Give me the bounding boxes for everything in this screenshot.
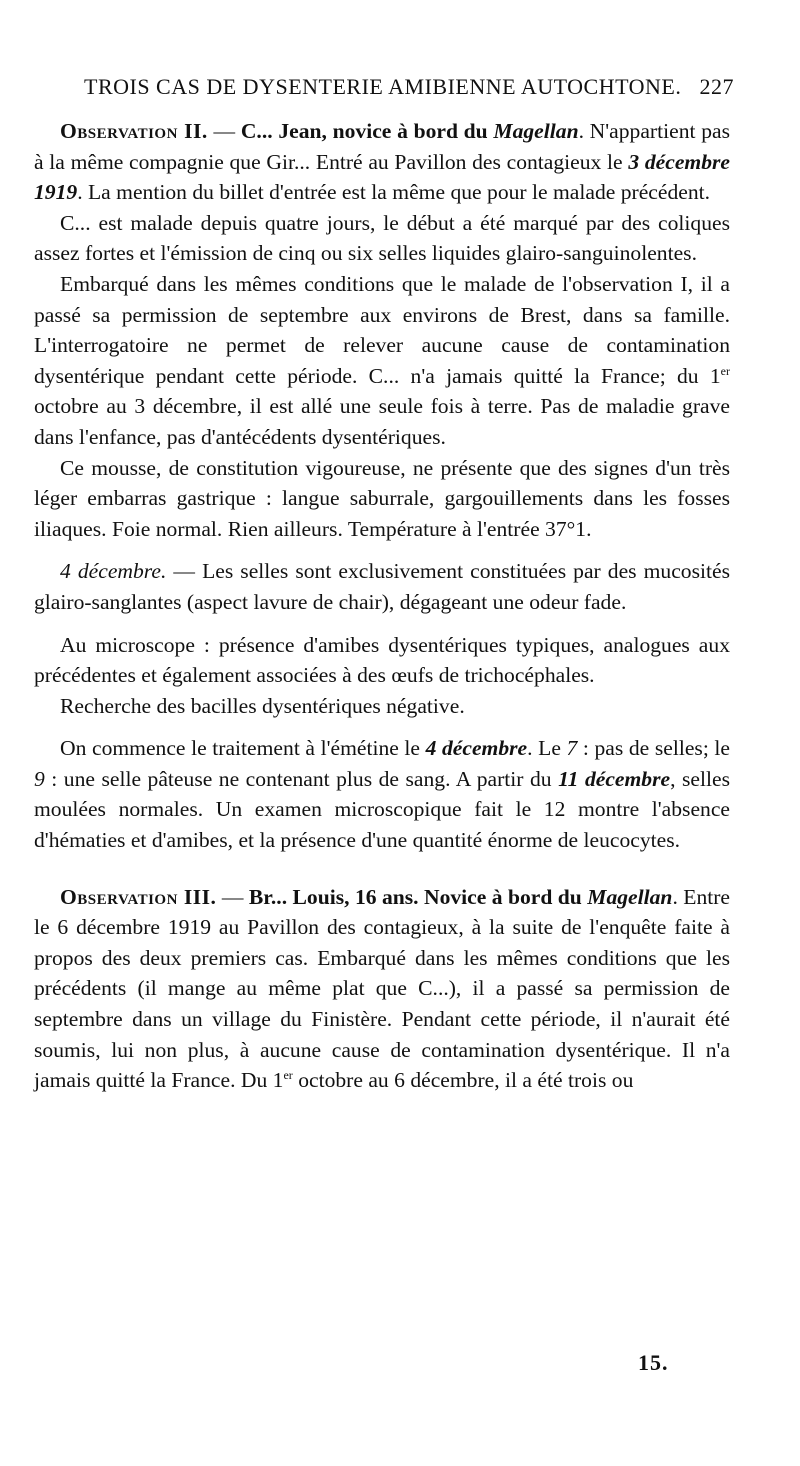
obs2-p1-rest-b: . La mention du billet d'entrée est la même que pour le malade précédent. [77,180,711,205]
obs2-paragraph-6: Au microscope : présence d'amibes dysentériques typiques, analogues aux précédentes et également associées à des œufs de trichocéphales. [34,632,730,688]
obs2-label: Observation II. [60,119,208,143]
obs2-paragraph-8 [34,733,730,855]
page-body [34,116,730,1096]
obs3-p1-a: . Entre le 6 décembre 1919 au Pavillon des contagieux, à la suite de l'enquête faite à propos des deux premiers cas. Embarqué dans les mêmes conditions que les précédents (il mange au même plat que C...), il a passé sa permission de septembre dans un village du Finistère. Pendant cette période, il n'aurait été soumis, lui non plus, à aucune cause de contamination dysentérique. Il n'a jamais quitté la France. Du 1 [34,884,731,1093]
obs2-p3-sup: er [720,363,730,378]
obs3-p1-sup: er [283,1068,293,1083]
obs2-entry-date: 3 décembre 1919 [34,149,730,205]
obs2-patient: C... Jean, novice à bord du [240,119,494,143]
obs2-p8-a: On commence le traitement à l'émétine le [60,736,426,761]
obs3-p1-b: octobre au 6 décembre, il a été trois ou [292,1068,634,1093]
obs2-p8-d: : une selle pâteuse ne contenant plus de sang. A partir du [44,766,559,791]
running-head [84,74,734,100]
obs3-ship: Magellan [587,884,673,909]
obs2-paragraph-4: Ce mousse, de constitution vigoureuse, ne présente que des signes d'un très léger embarras gastrique : langue saburrale, gargouillements dans les fosses iliaques. Foie normal. Rien ailleurs. Température à l'entrée 37°1. [34,455,730,541]
running-title: TROIS CAS DE DYSENTERIE AMIBIENNE AUTOCHTONE. [84,74,682,99]
obs2-p1-rest-a: . N'appartient pas à la même compagnie que Gir... Entré au Pavillon des contagieux le [34,119,730,174]
obs2-p5-rest: — Les selles sont exclusivement constituées par des mucosités glairo-sanglantes (aspect lavure de chair), dégageant une odeur fade. [34,559,730,614]
obs2-p8-c: : pas de selles; le [577,736,731,761]
obs2-p8-e: , selles moulées normales. Un examen microscopique fait le 12 montre l'absence d'hématies et d'amibes, et la présence d'une quantité énorme de leucocytes. [34,766,730,853]
obs2-p8-d7: 7 [566,736,578,761]
obs2-dash: — [207,119,241,143]
obs2-p3-a: Embarqué dans les mêmes conditions que le malade de l'observation I, il a passé sa permission de septembre aux environs de Brest, dans sa famille. L'interrogatoire ne permet de relever aucune cause de contamination dysentérique pendant cette période. C... n'a jamais quitté la France; du 1 [34,271,730,388]
obs3-patient: Br... Louis, 16 ans. Novice à bord du [248,884,588,909]
obs3-paragraph-1 [34,882,730,1096]
page-number: 227 [699,74,734,99]
obs2-paragraph-7: Recherche des bacilles dysentériques négative. [60,693,465,718]
obs2-p8-b: . Le [527,736,567,761]
obs2-p8-d9: 9 [34,766,45,791]
obs2-paragraph-5 [34,556,730,617]
obs3-dash: — [216,884,249,909]
obs2-ship: Magellan [493,119,579,143]
obs2-paragraph-1 [34,116,730,208]
signature-mark: 15. [638,1350,669,1375]
obs2-paragraph-3 [34,269,730,453]
obs2-p5-date: 4 décembre. [60,559,167,584]
obs2-p8-date2: 11 décembre [558,766,671,791]
obs2-paragraph-2: C... est malade depuis quatre jours, le début a été marqué par des coliques assez fortes et l'émission de cinq ou six selles liquides glairo-sanguinolentes. [34,210,730,266]
obs2-p8-date1: 4 décembre [425,736,528,761]
obs2-p3-b: octobre au 3 décembre, il est allé une seule fois à terre. Pas de maladie grave dans l'enfance, pas d'antécédents dysentériques. [34,394,730,449]
obs3-label: Observation III. [60,884,217,909]
